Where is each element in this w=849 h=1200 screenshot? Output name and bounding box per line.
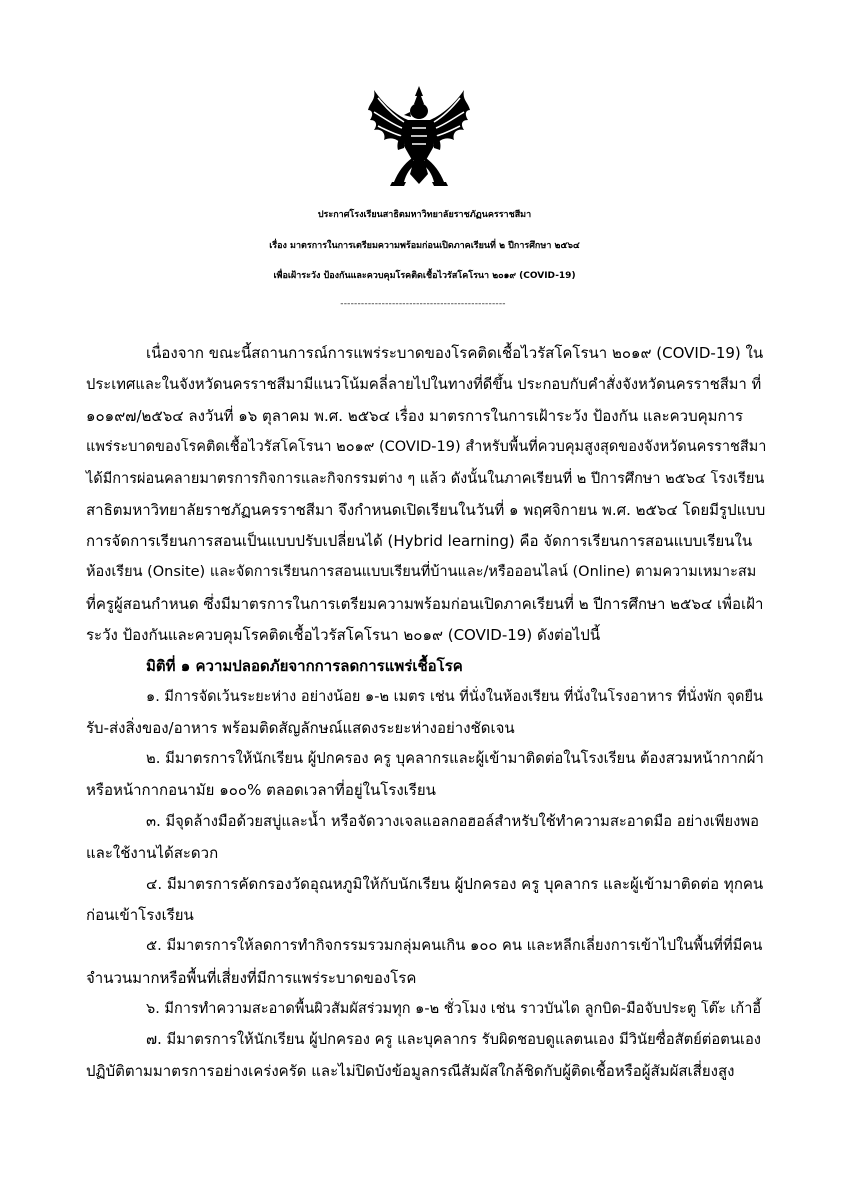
garuda-emblem-icon bbox=[364, 84, 474, 188]
measure-line: และใช้งานได้สะดวก bbox=[86, 844, 219, 862]
measure-line: ๑. มีการจัดเว้นระยะห่าง อย่างน้อย ๑-๒ เมตร เช่น ที่นั่งในห้องเรียน ที่นั่งในโรงอาหาร ที่นั่งพัก จุดยืน bbox=[146, 689, 763, 705]
intro-line: เนื่องจาก ขณะนี้สถานการณ์การแพร่ระบาดของโรคติดเชื้อไวรัสโคโรนา ๒๐๑๙ (COVID-19) ใน bbox=[146, 344, 764, 362]
measure-line: ปฏิบัติตามมาตรการอย่างเคร่งครัด และไม่ปิดบังข้อมูลกรณีสัมผัสใกล้ชิดกับผู้ติดเชื้อหรือผู้สัมผัสเสี่ยงสูง bbox=[86, 1062, 735, 1080]
measure-line: ๗. มีมาตรการให้นักเรียน ผู้ปกครอง ครู และบุคลากร รับผิดชอบดูแลตนเอง มีวินัยซื่อสัตย์ต่อตนเอง bbox=[146, 1031, 762, 1048]
measure-line: ๒. มีมาตรการให้นักเรียน ผู้ปกครอง ครู บุคลากรและผู้เข้ามาติดต่อในโรงเรียน ต้องสวมหน้ากากผ้า bbox=[146, 750, 764, 767]
intro-line: ที่ครูผู้สอนกำหนด ซึ่งมีมาตรการในการเตรียมความพร้อมก่อนเปิดภาคเรียนที่ ๒ ปีการศึกษา ๒๕๖๔ เพื่อเฝ้า bbox=[86, 595, 764, 613]
intro-line: ระวัง ป้องกันและควบคุมโรคติดเชื้อไวรัสโคโรนา ๒๐๑๙ (COVID-19) ดังต่อไปนี้ bbox=[86, 626, 601, 644]
measure-line: รับ-ส่งสิ่งของ/อาหาร พร้อมติดสัญลักษณ์แสดงระยะห่างอย่างชัดเจน bbox=[86, 719, 515, 737]
intro-line: ได้มีการผ่อนคลายมาตรการกิจการและกิจกรรมต่าง ๆ แล้ว ดังนั้นในภาคเรียนที่ ๒ ปีการศึกษา ๒๕๖๔ โรงเรียน bbox=[86, 471, 765, 487]
section-heading: มิติที่ ๑ ความปลอดภัยจากการลดการแพร่เชื้อโรค bbox=[146, 657, 463, 675]
measure-line: ๕. มีมาตรการให้ลดการทำกิจกรรมรวมกลุ่มคนเกิน ๑๐๐ คน และหลีกเลี่ยงการเข้าไปในพื้นที่ที่มีคน bbox=[146, 937, 763, 954]
announcement-title: ประกาศโรงเรียนสาธิตมหาวิทยาลัยราชภัฏนครราชสีมา bbox=[317, 210, 532, 220]
measure-line: ๖. มีการทำความสะอาดพื้นผิวสัมผัสร่วมทุก ๑-๒ ชั่วโมง เช่น ราวบันได ลูกบิด-มือจับประตู โต๊ะ เก้าอี้ bbox=[146, 1001, 762, 1017]
measure-line: ๓. มีจุดล้างมือด้วยสบู่และน้ำ หรือจัดวางเจลแอลกอฮอล์สำหรับใช้ทำความสะอาดมือ อย่างเพียงพอ bbox=[146, 813, 759, 830]
measure-line: หรือหน้ากากอนามัย ๑๐๐% ตลอดเวลาที่อยู่ในโรงเรียน bbox=[86, 781, 436, 799]
measure-line: ๔. มีมาตรการคัดกรองวัดอุณหภูมิให้กับนักเรียน ผู้ปกครอง ครู บุคลากร และผู้เข้ามาติดต่อ ทุกคน bbox=[146, 875, 764, 893]
intro-line: แพร่ระบาดของโรคติดเชื้อไวรัสโคโรนา ๒๐๑๙ (COVID-19) สำหรับพื้นที่ควบคุมสูงสุดของจังหวัดนครราชสีมา bbox=[86, 439, 767, 455]
title-divider: ------------------------------------------------ bbox=[340, 299, 506, 309]
intro-line: สาธิตมหาวิทยาลัยราชภัฏนครราชสีมา จึงกำหนดเปิดเรียนในวันที่ ๑ พฤศจิกายน พ.ศ. ๒๕๖๔ โดยมีรูปแบบ bbox=[86, 501, 766, 519]
announcement-subject: เรื่อง มาตรการในการเตรียมความพร้อมก่อนเปิดภาคเรียนที่ ๒ ปีการศึกษา ๒๕๖๔ bbox=[269, 241, 580, 251]
measure-line: จำนวนมากหรือพื้นที่เสี่ยงที่มีการแพร่ระบาดของโรค bbox=[86, 969, 417, 987]
measure-line: ก่อนเข้าโรงเรียน bbox=[86, 906, 194, 924]
announcement-purpose: เพื่อเฝ้าระวัง ป้องกันและควบคุมโรคติดเชื้อไวรัสโคโรนา ๒๐๑๙ (COVID-19) bbox=[273, 271, 576, 281]
intro-line: การจัดการเรียนการสอนเป็นแบบปรับเปลี่ยนได้ (Hybrid learning) คือ จัดการเรียนการสอนแบบเรียนใน bbox=[86, 532, 753, 550]
intro-line: ห้องเรียน (Onsite) และจัดการเรียนการสอนแบบเรียนที่บ้านและ/หรือออนไลน์ (Online) ตามความเหมาะสม bbox=[86, 564, 757, 580]
intro-line: ประเทศและในจังหวัดนครราชสีมามีแนวโน้มคลี่ลายไปในทางที่ดีขึ้น ประกอบกับคำสั่งจังหวัดนครราชสีมา ที่ bbox=[86, 376, 762, 393]
intro-line: ๑๐๑๙๗/๒๕๖๔ ลงวันที่ ๑๖ ตุลาคม พ.ศ. ๒๕๖๔ เรื่อง มาตรการในการเฝ้าระวัง ป้องกัน และควบคุมการ bbox=[86, 407, 744, 425]
